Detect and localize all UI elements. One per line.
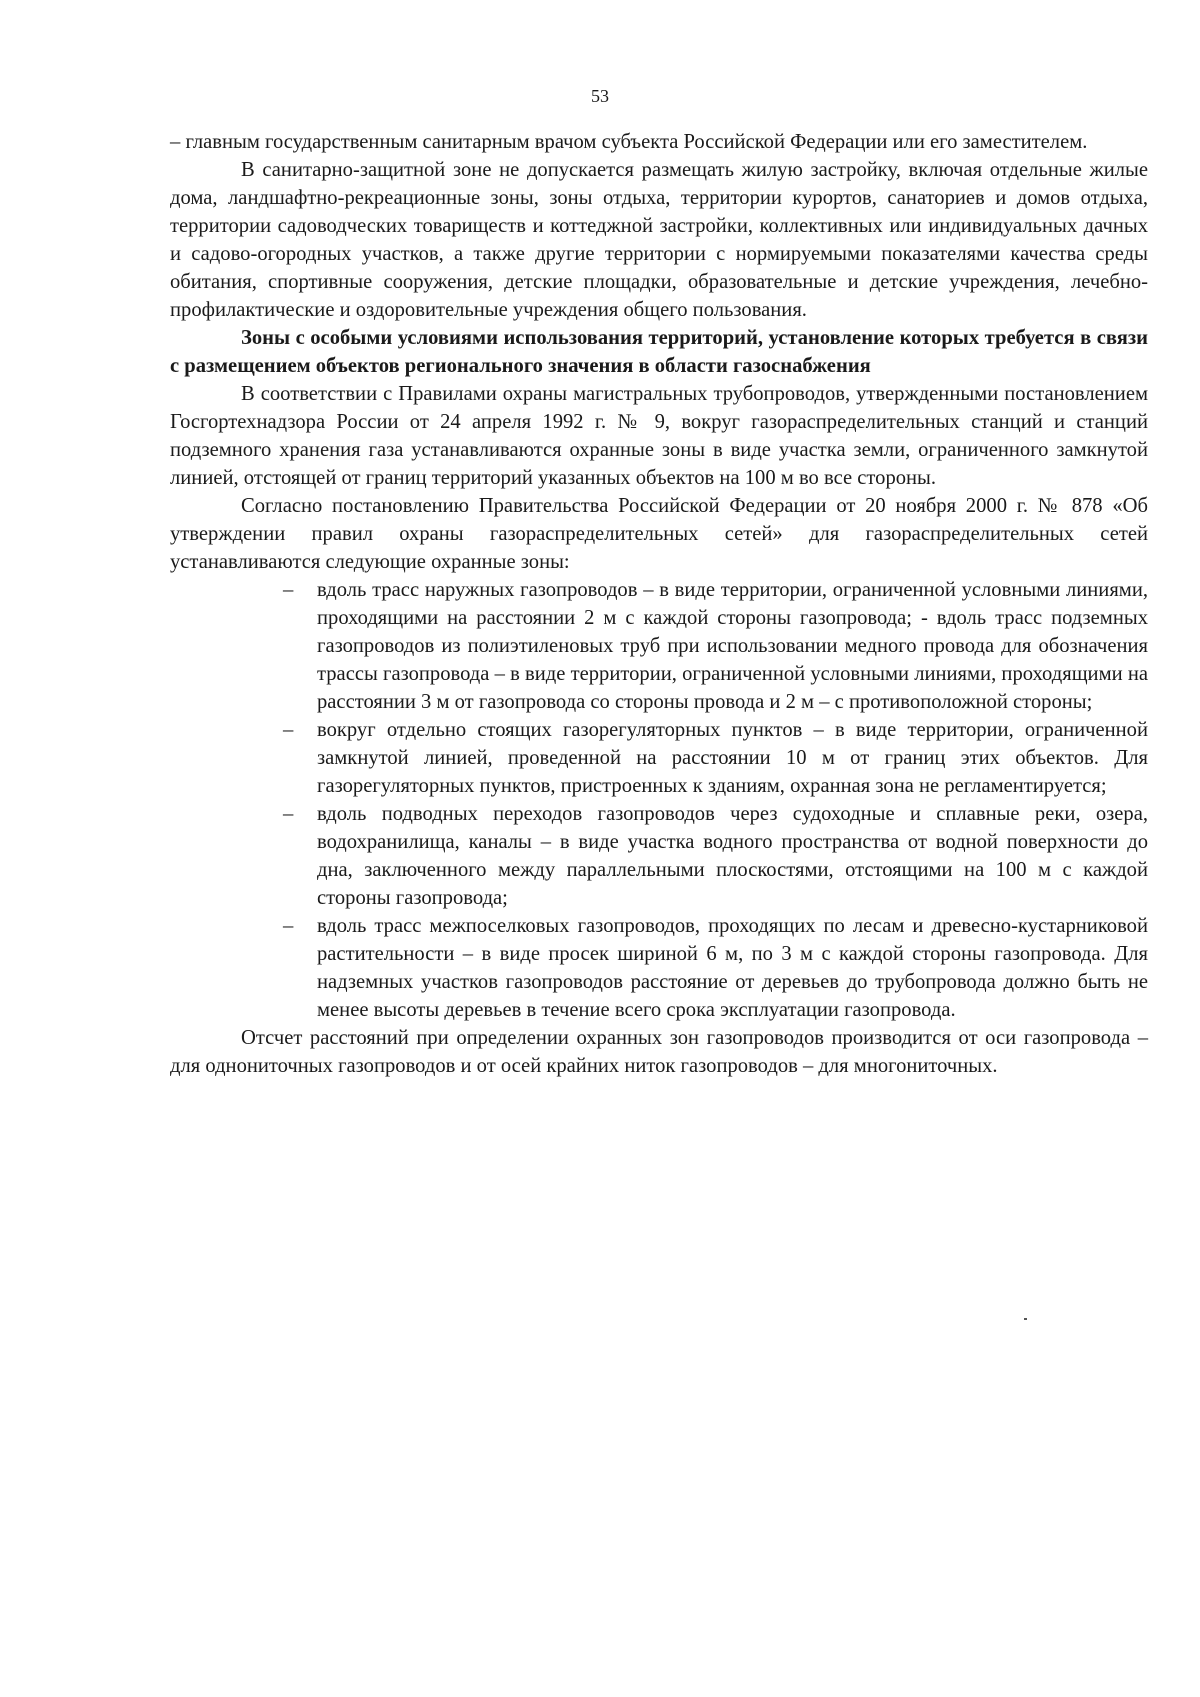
list-item-text: вдоль трасс межпоселковых газопроводов, проходящих по лесам и древесно-кустарниковой растительности – в виде просек шириной 6 м, по 3 м с каждой стороны газопровода. Для надземных участков газопроводов расстояние от деревьев до трубопровода должно быть не менее высоты деревьев в течение всего срока эксплуатации газопровода. (317, 915, 1148, 1021)
protection-zones-list (170, 576, 1148, 1024)
section-heading: Зоны с особыми условиями использования территорий, установление которых требуется в связи с размещением объектов регионального значения в области газоснабжения (170, 327, 1148, 377)
paragraph-government-decree: Согласно постановлению Правительства Российской Федерации от 20 ноября 2000 г. № 878 «Об утверждении правил охраны газораспределительных сетей» для газораспределительных сетей устанавливаются следующие охранные зоны: (170, 495, 1148, 573)
dash-bullet: – (283, 719, 294, 741)
dash-bullet: – (283, 915, 294, 937)
scan-speck (1024, 1318, 1027, 1320)
paragraph-continuation: – главным государственным санитарным врачом субъекта Российской Федерации или его заместителем. (170, 131, 1088, 153)
dash-bullet: – (283, 803, 294, 825)
list-item (283, 800, 1148, 912)
list-item-text: вдоль трасс наружных газопроводов – в виде территории, ограниченной условными линиями, проходящими на расстоянии 2 м с каждой стороны газопровода; - вдоль трасс подземных газопроводов из полиэтиленовых труб при использовании медного провода для обозначения трассы газопровода – в виде территории, ограниченной условными линиями, проходящими на расстоянии 3 м от газопровода со стороны провода и 2 м – с противоположной стороны; (317, 579, 1148, 713)
paragraph-sanitary-zone: В санитарно-защитной зоне не допускается размещать жилую застройку, включая отдельные жилые дома, ландшафтно-рекреационные зоны, зоны отдыха, территории курортов, санаториев и домов отдыха, территории садоводческих товариществ и коттеджной застройки, коллективных или индивидуальных дачных и садово-огородных участков, а также другие территории с нормируемыми показателями качества среды обитания, спортивные сооружения, детские площадки, образовательные и детские учреждения, лечебно-профилактические и оздоровительные учреждения общего пользования. (170, 159, 1148, 321)
list-item (283, 576, 1148, 716)
document-body (170, 128, 1148, 1080)
list-item-text: вокруг отдельно стоящих газорегуляторных пунктов – в виде территории, ограниченной замкнутой линией, проведенной на расстоянии 10 м от границ этих объектов. Для газорегуляторных пунктов, пристроенных к зданиям, охранная зона не регламентируется; (317, 719, 1148, 797)
list-item (283, 912, 1148, 1024)
paragraph-pipeline-rules: В соответствии с Правилами охраны магистральных трубопроводов, утвержденными постановлением Госгортехнадзора России от 24 апреля 1992 г. № 9, вокруг газораспределительных станций и станций подземного хранения газа устанавливаются охранные зоны в виде участка земли, ограниченного замкнутой линией, отстоящей от границ территорий указанных объектов на 100 м во все стороны. (170, 383, 1148, 489)
paragraph-distance-measurement: Отсчет расстояний при определении охранных зон газопроводов производится от оси газопровода – для однониточных газопроводов и от осей крайних ниток газопроводов – для многониточных. (170, 1027, 1148, 1077)
list-item (283, 716, 1148, 800)
page-number: 53 (591, 86, 609, 106)
dash-bullet: – (283, 579, 294, 601)
list-item-text: вдоль подводных переходов газопроводов через судоходные и сплавные реки, озера, водохранилища, каналы – в виде участка водного пространства от водной поверхности до дна, заключенного между параллельными плоскостями, отстоящими на 100 м с каждой стороны газопровода; (317, 803, 1148, 909)
